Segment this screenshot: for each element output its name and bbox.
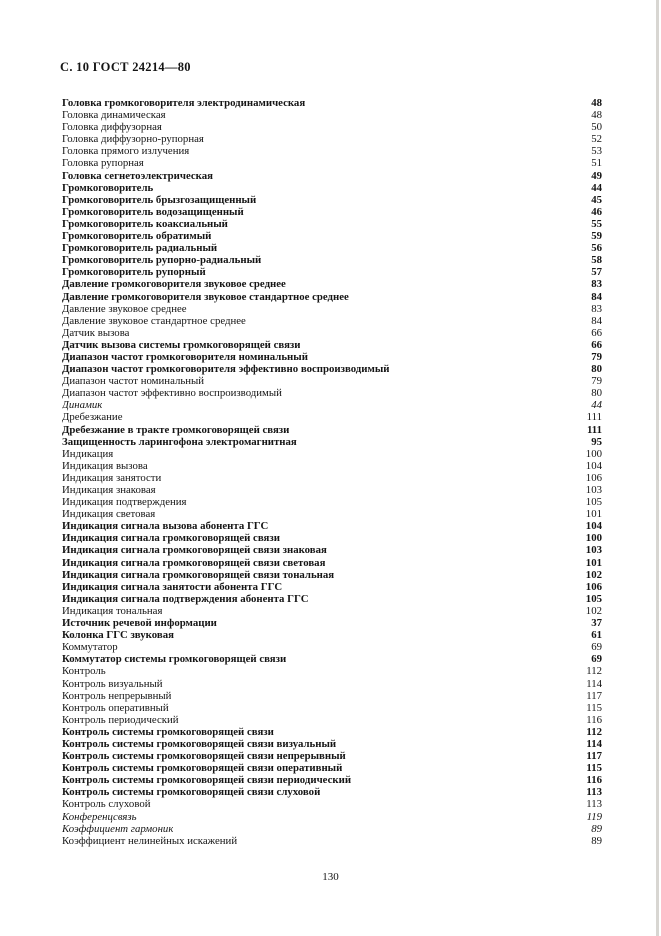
index-entry — [62, 278, 602, 290]
entry-page-number: 37 — [591, 617, 602, 630]
entry-page-number: 46 — [591, 205, 602, 218]
entry-term: Контроль системы громкоговорящей связи визуальный — [62, 737, 337, 750]
index-entry — [62, 472, 602, 484]
entry-term: Громкоговоритель рупорно-радиальный — [62, 254, 262, 267]
entry-page-number: 113 — [586, 786, 602, 799]
entry-term: Индикация сигнала подтверждения абонента ГГС — [62, 592, 309, 605]
entry-term: Коммутатор — [62, 641, 118, 654]
entry-term: Контроль непрерывный — [62, 689, 172, 702]
index-entry — [62, 230, 602, 242]
entry-page-number: 59 — [591, 230, 602, 243]
entry-term: Индикация вызова — [62, 459, 148, 472]
index-entry — [62, 242, 602, 254]
entry-page-number: 61 — [591, 629, 602, 642]
entry-term: Индикация тональная — [62, 604, 163, 617]
entry-term: Диапазон частот громкоговорителя эффективно воспроизводимый — [62, 363, 390, 376]
index-entry — [62, 363, 602, 375]
entry-page-number: 103 — [585, 544, 602, 557]
index-entry — [62, 448, 602, 460]
entry-term: Источник речевой информации — [62, 617, 217, 630]
entry-page-number: 112 — [586, 725, 602, 738]
entry-term: Контроль системы громкоговорящей связи непрерывный — [62, 750, 346, 763]
index-entry — [62, 97, 602, 109]
entry-term: Индикация сигнала вызова абонента ГГС — [62, 520, 269, 533]
entry-page-number: 45 — [591, 193, 602, 206]
index-entry — [62, 544, 602, 556]
index-entry — [62, 145, 602, 157]
entry-term: Контроль слуховой — [62, 798, 151, 811]
index-entry — [62, 484, 602, 496]
entry-term: Контроль системы громкоговорящей связи слуховой — [62, 786, 321, 799]
index-entry — [62, 460, 602, 472]
entry-term: Индикация сигнала громкоговорящей связи — [62, 532, 280, 545]
entry-page-number: 66 — [591, 326, 602, 339]
index-entry — [62, 798, 602, 810]
entry-term: Контроль — [62, 665, 106, 678]
entry-page-number: 116 — [586, 713, 602, 726]
entry-term: Громкоговоритель радиальный — [62, 242, 218, 255]
entry-page-number: 112 — [586, 665, 602, 678]
index-entry — [62, 170, 602, 182]
index-entry — [62, 532, 602, 544]
index-entry — [62, 557, 602, 569]
entry-page-number: 50 — [591, 121, 602, 134]
entry-page-number: 115 — [586, 701, 602, 714]
entry-page-number: 89 — [591, 834, 602, 847]
index-entry — [62, 629, 602, 641]
entry-page-number: 100 — [585, 447, 602, 460]
index-entry — [62, 254, 602, 266]
entry-term: Коммутатор системы громкоговорящей связи — [62, 653, 287, 666]
entry-page-number: 57 — [591, 266, 602, 279]
entry-page-number: 103 — [585, 484, 602, 496]
index-entry — [62, 593, 602, 605]
index-entry — [62, 786, 602, 798]
entry-term: Индикация занятости — [62, 471, 162, 484]
index-entry — [62, 121, 602, 133]
entry-term: Динамик — [62, 399, 103, 412]
entry-page-number: 114 — [586, 677, 602, 690]
entry-term: Громкоговоритель — [62, 181, 154, 194]
index-entry — [62, 157, 602, 169]
index-entry — [62, 339, 602, 351]
entry-page-number: 111 — [586, 411, 602, 424]
entry-term: Коэффициент нелинейных искажений — [62, 834, 238, 847]
entry-term: Давление громкоговорителя звуковое среднее — [62, 278, 286, 291]
index-entry — [62, 375, 602, 387]
entry-term: Давление звуковое среднее — [62, 302, 187, 315]
index-entry — [62, 714, 602, 726]
entry-page-number: 49 — [591, 169, 602, 182]
index-entry — [62, 811, 602, 823]
entry-term: Головка рупорная — [62, 157, 144, 170]
entry-page-number: 55 — [591, 217, 602, 230]
entry-term: Головка диффузорная — [62, 121, 162, 134]
entry-page-number: 89 — [591, 822, 602, 835]
entry-term: Индикация световая — [62, 508, 156, 521]
entry-page-number: 84 — [591, 314, 602, 327]
index-entry — [62, 508, 602, 520]
entry-page-number: 79 — [591, 350, 602, 363]
index-entry — [62, 605, 602, 617]
entry-term: Дребезжание — [62, 411, 123, 424]
entry-term: Индикация сигнала громкоговорящей связи знаковая — [62, 544, 327, 557]
index-entry — [62, 496, 602, 508]
footer-page-number: 130 — [322, 871, 339, 883]
index-entry — [62, 641, 602, 653]
entry-page-number: 83 — [591, 302, 602, 315]
entry-term: Датчик вызова — [62, 326, 130, 339]
page-header: С. 10 ГОСТ 24214—80 — [60, 60, 191, 74]
entry-page-number: 79 — [591, 375, 602, 388]
entry-term: Головка диффузорно-рупорная — [62, 133, 204, 146]
entry-page-number: 104 — [585, 459, 602, 472]
entry-term: Диапазон частот громкоговорителя номинальный — [62, 350, 308, 363]
index-entry — [62, 617, 602, 629]
entry-term: Головка прямого излучения — [62, 145, 190, 158]
entry-term: Громкоговоритель обратимый — [62, 230, 212, 243]
entry-term: Контроль системы громкоговорящей связи оперативный — [62, 762, 343, 775]
entry-page-number: 80 — [591, 363, 602, 376]
entry-page-number: 44 — [591, 181, 602, 194]
entry-term: Контроль системы громкоговорящей связи периодический — [62, 774, 352, 787]
entry-page-number: 115 — [586, 762, 602, 775]
entry-page-number: 106 — [585, 580, 602, 593]
index-entry — [62, 690, 602, 702]
index-entry — [62, 726, 602, 738]
entry-term: Коэффициент гармоник — [62, 822, 174, 835]
index-entry — [62, 738, 602, 750]
index-entry — [62, 653, 602, 665]
scan-edge-artifact — [656, 0, 659, 936]
entry-term: Индикация подтверждения — [62, 496, 187, 509]
entry-page-number: 83 — [591, 278, 602, 291]
entry-term: Громкоговоритель брызгозащищенный — [62, 193, 257, 206]
entry-term: Контроль визуальный — [62, 677, 163, 690]
index-entry — [62, 750, 602, 762]
index-entry — [62, 569, 602, 581]
entry-page-number: 114 — [586, 737, 602, 750]
entry-page-number: 102 — [585, 604, 602, 617]
index-entry — [62, 266, 602, 278]
index-entry — [62, 327, 602, 339]
entry-term: Диапазон частот номинальный — [62, 375, 205, 388]
entry-term: Индикация — [62, 447, 114, 460]
index-entry — [62, 399, 602, 411]
entry-term: Давление громкоговорителя звуковое стандартное среднее — [62, 290, 349, 303]
entry-page-number: 58 — [591, 254, 602, 267]
index-entry — [62, 774, 602, 786]
entry-term: Контроль системы громкоговорящей связи — [62, 725, 274, 738]
entry-page-number: 101 — [585, 556, 602, 569]
index-entry — [62, 520, 602, 532]
entry-term: Контроль периодический — [62, 713, 179, 726]
entry-page-number: 44 — [591, 399, 602, 412]
entry-page-number: 113 — [586, 798, 602, 811]
index-entry — [62, 411, 602, 423]
entry-term: Индикация сигнала громкоговорящей связи световая — [62, 556, 326, 569]
index-entry — [62, 436, 602, 448]
entry-page-number: 111 — [586, 423, 602, 436]
entry-page-number: 117 — [586, 689, 602, 702]
entry-term: Головка громкоговорителя электродинамическая — [62, 97, 306, 109]
entry-term: Индикация знаковая — [62, 484, 156, 496]
index-entry — [62, 303, 602, 315]
entry-term: Защищенность ларингофона электромагнитная — [62, 435, 297, 448]
index-entry — [62, 182, 602, 194]
index-entry — [62, 823, 602, 835]
entry-term: Головка динамическая — [62, 109, 166, 122]
entry-term: Давление звуковое стандартное среднее — [62, 314, 246, 327]
entry-page-number: 119 — [586, 810, 602, 823]
entry-term: Индикация сигнала занятости абонента ГГС — [62, 580, 283, 593]
index-entry — [62, 835, 602, 847]
entry-page-number: 105 — [585, 592, 602, 605]
entry-page-number: 69 — [591, 641, 602, 654]
index-entry — [62, 581, 602, 593]
index-entry — [62, 133, 602, 145]
entry-term: Громкоговоритель рупорный — [62, 266, 206, 279]
entry-term: Датчик вызова системы громкоговорящей связи — [62, 338, 301, 351]
index-list — [62, 97, 602, 847]
entry-term: Громкоговоритель водозащищенный — [62, 205, 244, 218]
index-entry — [62, 387, 602, 399]
entry-page-number: 53 — [591, 145, 602, 158]
index-entry — [62, 194, 602, 206]
entry-page-number: 116 — [586, 774, 602, 787]
entry-term: Индикация сигнала громкоговорящей связи тональная — [62, 568, 335, 581]
entry-page-number: 106 — [585, 471, 602, 484]
index-entry — [62, 702, 602, 714]
entry-term: Контроль оперативный — [62, 701, 169, 714]
entry-page-number: 80 — [591, 387, 602, 400]
entry-term: Громкоговоритель коаксиальный — [62, 217, 228, 230]
index-entry — [62, 218, 602, 230]
entry-term: Колонка ГГС звуковая — [62, 629, 174, 642]
entry-page-number: 100 — [585, 532, 602, 545]
index-entry — [62, 291, 602, 303]
entry-page-number: 104 — [585, 520, 602, 533]
entry-page-number: 105 — [585, 496, 602, 509]
index-entry — [62, 424, 602, 436]
entry-term: Дребезжание в тракте громкоговорящей связи — [62, 423, 290, 436]
entry-term: Головка сегнетоэлектрическая — [62, 169, 213, 182]
entry-page-number: 101 — [585, 508, 602, 521]
entry-page-number: 48 — [591, 109, 602, 122]
index-entry — [62, 762, 602, 774]
index-entry — [62, 109, 602, 121]
index-entry — [62, 351, 602, 363]
index-entry — [62, 665, 602, 677]
entry-page-number: 95 — [591, 435, 602, 448]
entry-page-number: 102 — [585, 568, 602, 581]
entry-page-number: 48 — [591, 97, 602, 109]
entry-page-number: 56 — [591, 242, 602, 255]
entry-page-number: 69 — [591, 653, 602, 666]
entry-page-number: 51 — [591, 157, 602, 170]
entry-page-number: 84 — [591, 290, 602, 303]
index-entry — [62, 206, 602, 218]
entry-page-number: 66 — [591, 338, 602, 351]
index-entry — [62, 678, 602, 690]
entry-page-number: 52 — [591, 133, 602, 146]
entry-term: Конференцсвязь — [62, 810, 137, 823]
index-entry — [62, 315, 602, 327]
entry-term: Диапазон частот эффективно воспроизводимый — [62, 387, 282, 400]
entry-page-number: 117 — [586, 750, 602, 763]
